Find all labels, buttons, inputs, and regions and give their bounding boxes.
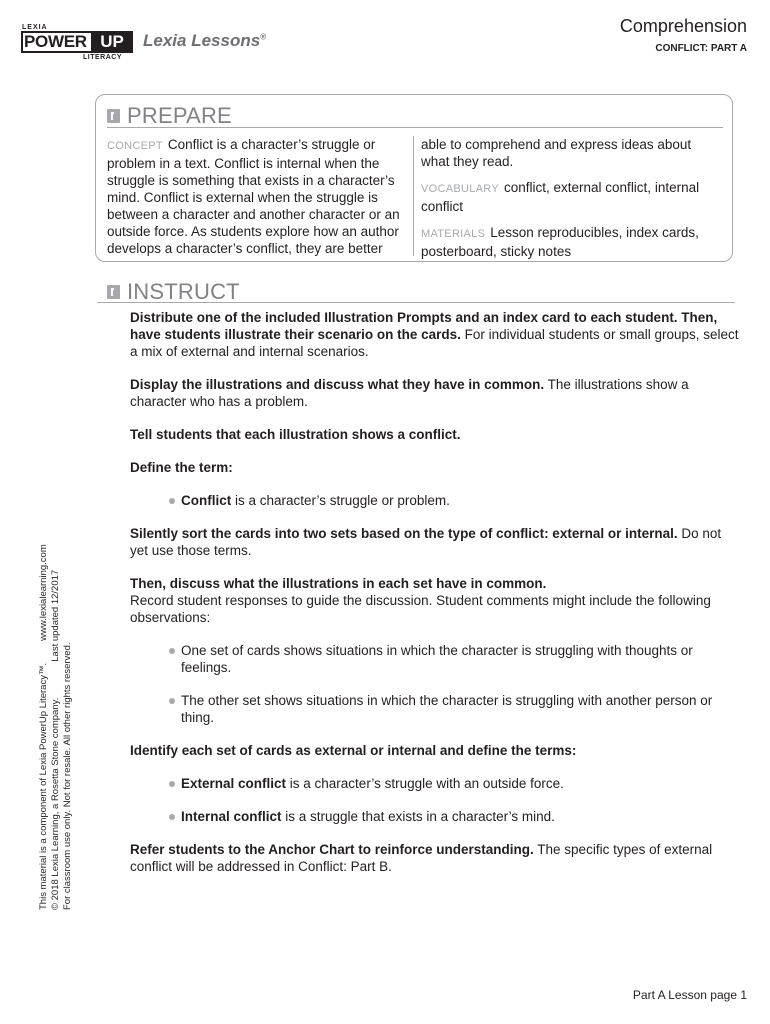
page-subtitle: CONFLICT: PART A bbox=[655, 43, 747, 54]
step-distribute-bold: Distribute one of the included Illustration Prompts and an index card to each student. Then, have students illustrate their scenario on the cards. bbox=[130, 310, 718, 342]
lexia-lessons-text: Lexia Lessons bbox=[143, 31, 261, 50]
concept-label: CONCEPT bbox=[107, 140, 163, 152]
prepare-heading bbox=[107, 103, 232, 129]
prepare-column-divider bbox=[413, 136, 414, 256]
bullet-thoughts: One set of cards shows situations in which the character is struggling with thoughts or feelings. bbox=[130, 642, 740, 676]
step-distribute-text: For individual students or small groups, select a mix of external and internal scenarios. bbox=[130, 327, 739, 359]
page-title: Comprehension bbox=[619, 16, 747, 36]
prepare-title: PREPARE bbox=[127, 103, 232, 128]
bullet-internal-bold: Internal conflict bbox=[181, 809, 282, 824]
page-number: Part A Lesson page 1 bbox=[632, 988, 747, 1002]
step-discuss-text: Record student responses to guide the discussion. Student comments might include the following observations: bbox=[130, 593, 711, 625]
bullet-external-bold: External conflict bbox=[181, 776, 287, 791]
concept-continued: able to comprehend and express ideas about what they read. bbox=[421, 137, 692, 169]
bullet-external-text: is a character’s struggle with an outside force. bbox=[286, 776, 564, 791]
logo-up-text: UP bbox=[91, 31, 133, 53]
step-display-text: The illustrations show a character who has a problem. bbox=[130, 377, 689, 409]
step-identify bbox=[130, 742, 740, 759]
step-identify-bold: Identify each set of cards as external or internal and define the terms: bbox=[130, 743, 577, 758]
bullet-external-conflict bbox=[130, 775, 740, 792]
step-tell-bold: Tell students that each illustration shows a conflict. bbox=[130, 427, 461, 442]
step-define-bold: Define the term: bbox=[130, 460, 233, 475]
copyright-component: This material is a component of Lexia PowerUp Literacy™. bbox=[38, 662, 49, 910]
logo-literacy-text: LITERACY bbox=[83, 54, 122, 61]
copyright-line-1 bbox=[38, 544, 50, 910]
copyright-updated: Last updated 12/2017 bbox=[50, 569, 61, 662]
vocabulary-block bbox=[421, 179, 721, 215]
instruct-title: INSTRUCT bbox=[127, 279, 240, 304]
step-display bbox=[130, 376, 740, 410]
bullet-conflict-bold: Conflict bbox=[181, 493, 232, 508]
materials-label: MATERIALS bbox=[421, 228, 486, 240]
vocabulary-text: conflict, external conflict, internal conflict bbox=[421, 180, 700, 214]
step-sort bbox=[130, 525, 740, 559]
step-display-bold: Display the illustrations and discuss what they have in common. bbox=[130, 377, 545, 392]
logo-power-text: POWER bbox=[24, 32, 87, 51]
copyright-company: © 2018 Lexia Learning, a Rosetta Stone company. bbox=[50, 697, 61, 910]
step-anchor-bold: Refer students to the Anchor Chart to reinforce understanding. bbox=[130, 842, 534, 857]
step-define bbox=[130, 459, 740, 476]
prepare-divider bbox=[107, 127, 723, 128]
copyright-sidebar bbox=[38, 544, 74, 910]
materials-text: Lesson reproducibles, index cards, posterboard, sticky notes bbox=[421, 225, 699, 259]
bullet-another-person: The other set shows situations in which the character is struggling with another person or thing. bbox=[130, 692, 740, 726]
concept-text: Conflict is a character’s struggle or problem in a text. Conflict is internal when the struggle is something that exists in a character’s mind. Conflict is external when the struggle is between a character and another character or an outside force. As students explore how an author develops a character’s conflict, they are better bbox=[107, 137, 400, 256]
vocabulary-label: VOCABULARY bbox=[421, 183, 499, 195]
instruct-body bbox=[130, 309, 740, 891]
materials-block bbox=[421, 224, 721, 260]
step-discuss-bold: Then, discuss what the illustrations in each set have in common. bbox=[130, 576, 547, 591]
step-sort-bold: Silently sort the cards into two sets based on the type of conflict: external or internal. bbox=[130, 526, 678, 541]
copyright-rights: For classroom use only. Not for resale. All other rights reserved. bbox=[62, 642, 73, 910]
copyright-line-2 bbox=[50, 544, 62, 910]
copyright-website: www.lexialearning.com bbox=[38, 544, 49, 641]
copyright-line-3 bbox=[62, 544, 74, 910]
step-distribute bbox=[130, 309, 740, 360]
lexia-powerup-logo bbox=[21, 24, 136, 64]
instruct-divider bbox=[97, 302, 735, 303]
logo-lexia-text: LEXIA bbox=[22, 24, 48, 31]
bullet-internal-text: is a struggle that exists in a character’s mind. bbox=[281, 809, 555, 824]
instruct-icon bbox=[107, 285, 120, 299]
bullet-conflict bbox=[130, 492, 740, 509]
registered-mark: ® bbox=[260, 32, 267, 42]
prepare-right-column bbox=[421, 136, 721, 269]
lexia-lessons-brand bbox=[143, 31, 266, 51]
step-tell bbox=[130, 426, 740, 443]
bullet-internal-conflict bbox=[130, 808, 740, 825]
step-sort-text: Do not yet use those terms. bbox=[130, 526, 722, 558]
prepare-icon bbox=[107, 109, 120, 123]
concept-column bbox=[107, 136, 407, 257]
step-anchor-text: The specific types of external conflict will be addressed in Conflict: Part B. bbox=[130, 842, 713, 874]
bullet-conflict-text: is a character’s struggle or problem. bbox=[231, 493, 450, 508]
step-anchor-chart bbox=[130, 841, 740, 875]
step-discuss bbox=[130, 575, 740, 626]
